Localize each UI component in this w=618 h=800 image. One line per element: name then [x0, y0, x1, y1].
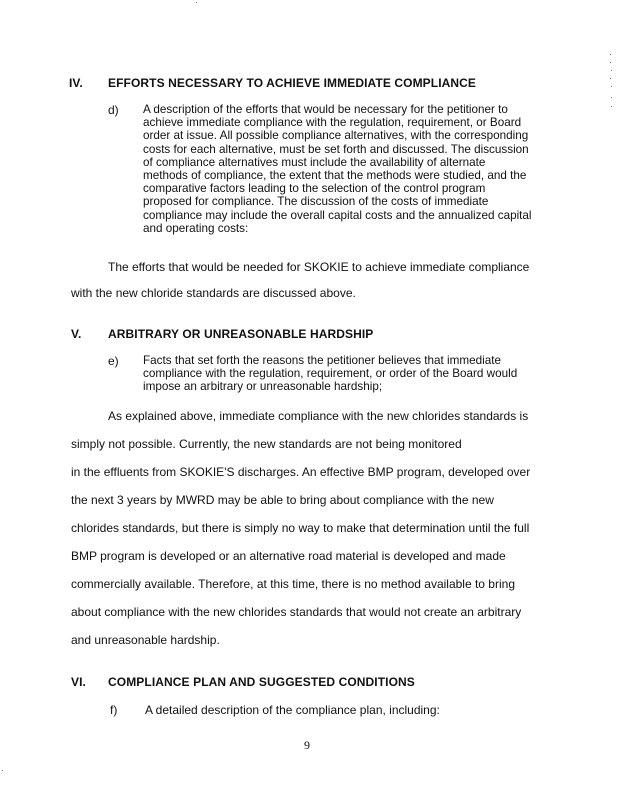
item-f-text: A detailed description of the compliance plan, including: — [145, 703, 440, 717]
section-v-response-line: simply not possible. Currently, the new standards are not being monitored — [71, 437, 462, 451]
section-v-response-line: about compliance with the new chlorides standards that would not create an arbitrary — [71, 605, 522, 619]
section-v-response-line: As explained above, immediate compliance with the new chlorides standards is — [108, 409, 529, 423]
section-v-response-line: BMP program is developed or an alternative road material is developed and made — [71, 549, 506, 563]
section-v-response-line: in the effluents from SKOKIE'S discharges. An effective BMP program, developed over — [71, 465, 531, 479]
section-v-response-line: chlorides standards, but there is simply no way to make that determination until the full — [71, 521, 530, 535]
section-vi-numeral: VI. — [71, 675, 86, 689]
item-e-label: e) — [108, 354, 119, 368]
section-iv-numeral: IV. — [69, 76, 83, 90]
section-iv-response-line: with the new chloride standards are discussed above. — [71, 286, 356, 300]
section-v-response-line: commercially available. Therefore, at this time, there is no method available to bring — [71, 577, 515, 591]
item-f-label: f) — [110, 703, 118, 717]
item-e-text: Facts that set forth the reasons the petitioner believes that immediate compliance with the regulation, requirement, or order of the Board would impose an arbitrary or unreasonable hardship; — [143, 354, 518, 394]
section-v-numeral: V. — [71, 327, 82, 341]
item-d-text: A description of the efforts that would be necessary for the petitioner to achieve immediate compliance with the regulation, requirement, or Board order at issue. All possible compliance alternatives, with the corresponding costs for each alternative, must be set forth and discussed. The discussion of compliance alternatives must include the availability of alternate methods of compliance, the extent that the methods were studied, and the comparative factors leading to the selection of the control program proposed for compliance. The discussion of the costs of immediate compliance may include the overall capital costs and the annualized capital and operating costs: — [143, 103, 532, 235]
section-iv-title: EFFORTS NECESSARY TO ACHIEVE IMMEDIATE COMPLIANCE — [108, 76, 477, 90]
section-v-title: ARBITRARY OR UNREASONABLE HARDSHIP — [108, 327, 374, 341]
item-d-label: d) — [108, 103, 119, 117]
section-v-response-line: the next 3 years by MWRD may be able to bring about compliance with the new — [71, 493, 494, 507]
section-vi-title: COMPLIANCE PLAN AND SUGGESTED CONDITIONS — [108, 675, 415, 689]
section-iv-response-line: The efforts that would be needed for SKOKIE to achieve immediate compliance — [108, 260, 530, 274]
page-number: 9 — [304, 738, 310, 752]
section-v-response-line: and unreasonable hardship. — [71, 633, 220, 647]
